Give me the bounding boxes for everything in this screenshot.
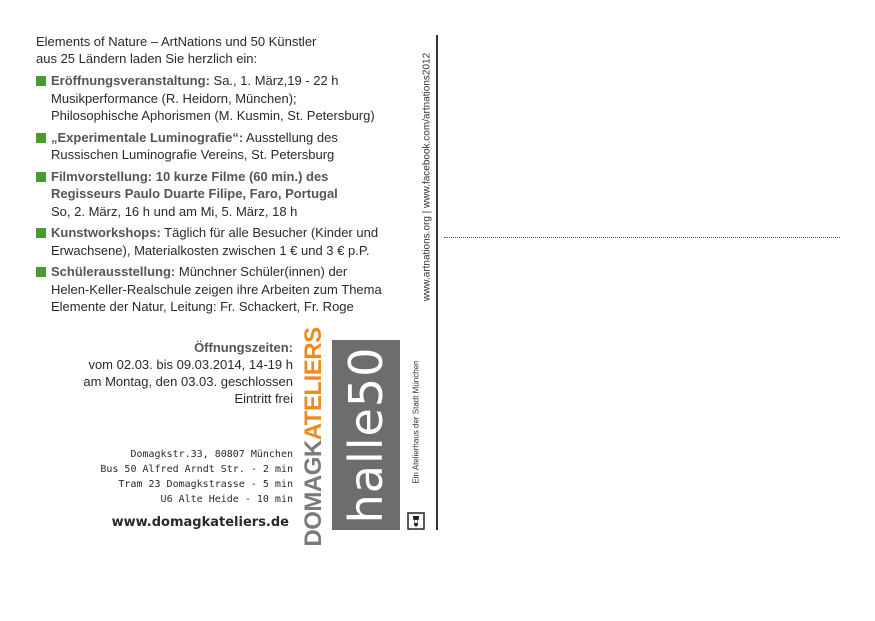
address-ubahn: U6 Alte Heide - 10 min — [160, 494, 293, 505]
sidebar-url-text: www.artnations.org | www.facebook.com/artnations2012 — [421, 52, 433, 302]
item-line: Russischen Luminografie Vereins, St. Petersburg — [51, 147, 335, 162]
list-item — [36, 168, 416, 221]
opening-hours-closed: am Montag, den 03.03. geschlossen — [83, 374, 293, 389]
item-line: Philosophische Aphorismen (M. Kusmin, St. Petersburg) — [51, 108, 375, 123]
green-square-bullet-icon — [36, 172, 46, 182]
list-item — [36, 224, 416, 259]
opening-hours-admission: Eintritt frei — [234, 391, 293, 406]
list-item — [36, 263, 416, 316]
atelierhaus-tagline — [408, 342, 424, 502]
item-text: Sa., 1. März,19 - 22 h — [209, 73, 339, 88]
item-text: Münchner Schüler(innen) der — [175, 264, 348, 279]
address-block — [100, 447, 293, 507]
item-text: Ausstellung des — [243, 129, 338, 145]
green-square-bullet-icon — [36, 76, 46, 86]
item-line: Helen-Keller-Realschule zeigen ihre Arbeiten zum Thema — [51, 281, 382, 297]
item-heading: Kunstworkshops: — [51, 225, 161, 240]
sidebar-urls — [420, 35, 434, 320]
halle50-text: halle50 — [339, 346, 393, 524]
list-item — [36, 129, 416, 164]
item-line: Elemente der Natur, Leitung: Fr. Schackert, Fr. Roge — [51, 299, 354, 314]
item-heading-2: Regisseurs Paulo Duarte Filipe, Faro, Portugal — [51, 186, 338, 201]
address-tram: Tram 23 Domagkstrasse - 5 min — [118, 479, 293, 490]
tagline-text: Ein Atelierhaus der Stadt München — [411, 360, 421, 484]
domagkateliers-logo — [300, 327, 328, 547]
address-dotted-line — [444, 237, 840, 238]
item-line: Erwachsene), Materialkosten zwischen 1 € und 3 € p.P. — [51, 242, 370, 258]
item-text: Täglich für alle Besucher (Kinder und — [160, 225, 379, 240]
intro-line-2: aus 25 Ländern laden Sie herzlich ein: — [36, 51, 258, 66]
item-heading: Schülerausstellung: — [51, 264, 176, 279]
opening-hours-title: Öffnungszeiten: — [194, 340, 293, 355]
item-heading: Eröffnungsveranstaltung: — [51, 73, 210, 88]
halle50-logo — [332, 340, 400, 530]
green-square-bullet-icon — [36, 267, 46, 277]
logo-ateliers: ATELIERS — [300, 327, 327, 441]
logo-domagk: DOMAGK — [300, 440, 327, 547]
divider-line — [436, 35, 438, 530]
address-street: Domagkstr.33, 80807 München — [130, 449, 293, 460]
address-bus: Bus 50 Alfred Arndt Str. - 2 min — [100, 464, 293, 475]
website-link[interactable]: www.domagkateliers.de — [111, 515, 289, 530]
green-square-bullet-icon — [36, 133, 46, 143]
item-line: Musikperformance (R. Heidorn, München); — [51, 90, 297, 106]
opening-hours — [83, 339, 293, 407]
munich-crest-icon — [407, 512, 425, 530]
item-line: So, 2. März, 16 h und am Mi, 5. März, 18 h — [51, 203, 298, 219]
item-heading: Filmvorstellung: 10 kurze Filme (60 min.) des — [51, 168, 329, 184]
item-heading: „Experimentale Luminografie“: — [51, 129, 244, 145]
list-item — [36, 72, 416, 125]
green-square-bullet-icon — [36, 228, 46, 238]
opening-hours-dates: vom 02.03. bis 09.03.2014, 14-19 h — [88, 357, 293, 372]
intro-text — [36, 33, 316, 67]
program-list — [36, 72, 416, 320]
intro-line-1: Elements of Nature – ArtNations und 50 Künstler — [36, 34, 317, 49]
